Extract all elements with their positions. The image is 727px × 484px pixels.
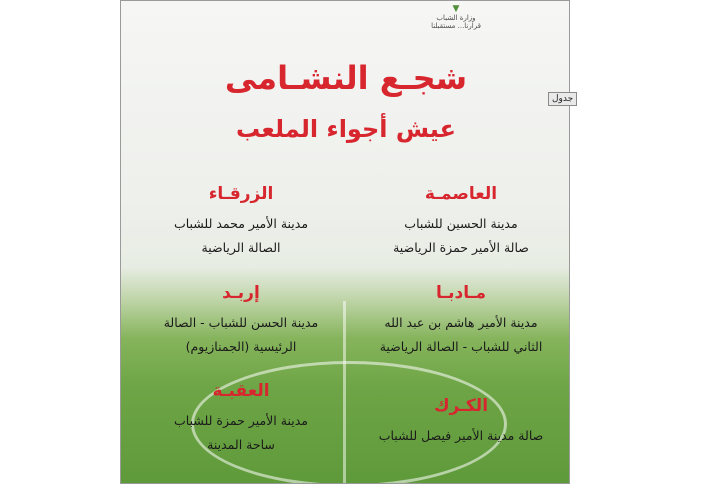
venue-city: العقبـة — [212, 381, 270, 401]
venue-line: الرئيسية (الجمنازيوم) — [185, 339, 297, 354]
venue-line: الصالة الرياضية — [201, 240, 281, 255]
venue-city: الزرقـاء — [208, 184, 274, 204]
poster-frame — [120, 0, 570, 484]
logo-mark-icon: ▼ — [452, 4, 460, 14]
venue-line: الثاني للشباب - الصالة الرياضية — [379, 339, 543, 354]
venue-line: مدينة الأمير محمد للشباب — [173, 216, 309, 231]
poster-subtitle: عيش أجواء الملعب — [236, 115, 456, 143]
venue-line: صالة مدينة الأمير فيصل للشباب — [378, 428, 544, 443]
venue-city: إربـد — [222, 283, 260, 303]
venue-madaba — [361, 283, 561, 359]
venue-line: مدينة الأمير هاشم بن عبد الله — [384, 315, 538, 330]
table-tag-button[interactable]: جدول — [548, 92, 577, 106]
logo-line1: وزارة الشباب — [436, 14, 476, 22]
venue-city: الكـرك — [433, 396, 489, 416]
venue-city: العاصمـة — [424, 184, 498, 204]
venue-karak — [361, 396, 561, 448]
ministry-logo — [431, 5, 481, 30]
venue-aqaba — [136, 381, 346, 457]
venue-city: مـادبـا — [435, 283, 487, 303]
venue-line: صالة الأمير حمزة الرياضية — [393, 240, 529, 255]
venue-zarqa — [136, 184, 346, 260]
venue-capital — [361, 184, 561, 260]
poster-title: شجـع النشـامى — [224, 59, 468, 97]
venue-irbid — [136, 283, 346, 359]
venue-line: مدينة الحسين للشباب — [404, 216, 518, 231]
logo-line2: قرارنا... مستقبلنا — [431, 22, 481, 30]
venue-line: مدينة الأمير حمزة للشباب — [174, 413, 308, 428]
venue-line: مدينة الحسن للشباب - الصالة — [163, 315, 319, 330]
venue-line: ساحة المدينة — [207, 437, 275, 452]
